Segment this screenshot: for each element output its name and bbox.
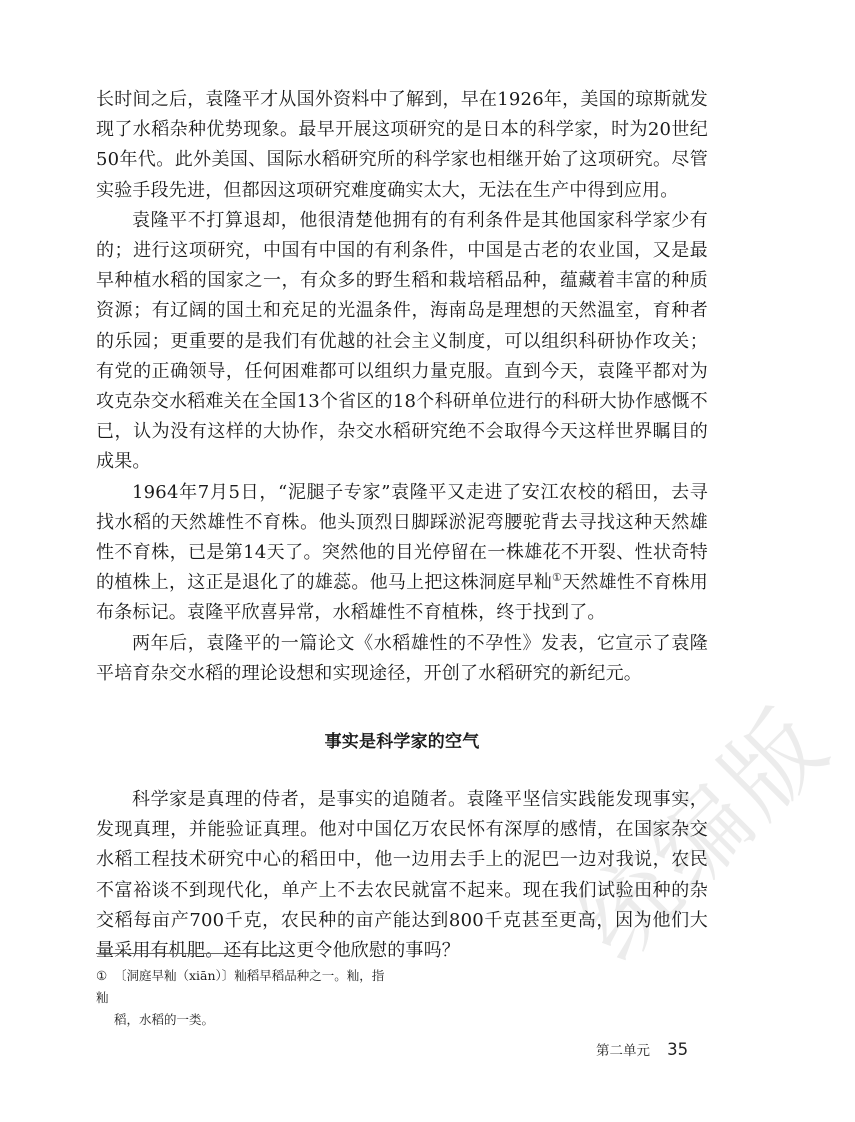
section-heading: 事实是科学家的空气 xyxy=(324,732,480,753)
footnote-marker: ① xyxy=(96,968,108,983)
paragraph-2: 袁隆平不打算退却，他很清楚他拥有的有利条件是其他国家科学家少有的；进行这项研究，中国有中国的有利条件，中国是古老的农业国，又是最早种植水稻的国家之一，有众多的野生稻和栽培稻品种，蕴藏着丰富的种质资源；有辽阔的国土和充足的光温条件，海南岛是理想的天然温室，育种者的乐园；更重要的是我们有优越的社会主义制度，可以组织科研协作攻关；有党的正确领导，任何困难都可以组织力量克服。直到今天，袁隆平都对为攻克杂交水稻难关在全国13个省区的18个科研单位进行的科研大协作感慨不已，认为没有这样的大协作，杂交水稻研究绝不会取得今天这样世界瞩目的成果。 xyxy=(96,209,708,473)
footnote-line-2: 稻，水稻的一类。 xyxy=(114,1012,215,1027)
paragraph-4: 两年后，袁隆平的一篇论文《水稻雄性的不孕性》发表，它宣示了袁隆平培育杂交水稻的理论设想和实现途径，开创了水稻研究的新纪元。 xyxy=(96,632,708,684)
body-text xyxy=(96,85,708,966)
page-footer xyxy=(596,1039,688,1059)
unit-label: 第二单元 xyxy=(596,1043,650,1059)
paragraph-5: 科学家是真理的侍者，是事实的追随者。袁隆平坚信实践能发现事实，发现真理，并能验证真理。他对中国亿万农民怀有深厚的感情，在国家杂交水稻工程技术研究中心的稻田中，他一边用去手上的泥巴一边对我说，农民不富裕谈不到现代化，单产上不去农民就富不起来。现在我们试验田种的杂交稻每亩产700千克，农民种的亩产能达到800千克甚至更高，因为他们大量采用有机肥。还有比这更令他欣慰的事吗？ xyxy=(96,789,708,962)
footnote-text-1: 〔洞庭早籼（xiān）〕籼稻早稻品种之一。籼，指籼 xyxy=(96,968,385,1005)
footnote-reference: ① xyxy=(552,571,563,585)
footnote-line-1 xyxy=(96,965,396,1009)
paragraph-3-part-2: 天然雄性不育株用布条标记。袁隆平欣喜异常，水稻雄性不育植株，终于找到了。 xyxy=(96,572,709,624)
watermark: 统编版 xyxy=(555,686,852,982)
paragraph-1: 长时间之后，袁隆平才从国外资料中了解到，早在1926年，美国的琼斯就发现了水稻杂种优势现象。最早开展这项研究的是日本的科学家，时为20世纪50年代。此外美国、国际水稻研究所的科学家也相继开始了这项研究。尽管实验手段先进，但都因这项研究难度确实太大，无法在生产中得到应用。 xyxy=(96,89,708,201)
paragraph-3 xyxy=(96,478,708,629)
page-number: 35 xyxy=(667,1040,689,1059)
paragraph-3-part-1: 1964年7月5日，“泥腿子专家”袁隆平又走进了安江农校的稻田，去寻找水稻的天然雄性不育株。他头顶烈日脚踩淤泥弯腰驼背去寻找这种天然雄性不育株，已是第14天了。突然他的目光停留在一株雄花不开裂、性状奇特的植株上，这正是退化了的雄蕊。他马上把这株洞庭早籼 xyxy=(96,481,708,594)
footnote-divider xyxy=(96,953,288,954)
footnote xyxy=(96,965,396,1031)
